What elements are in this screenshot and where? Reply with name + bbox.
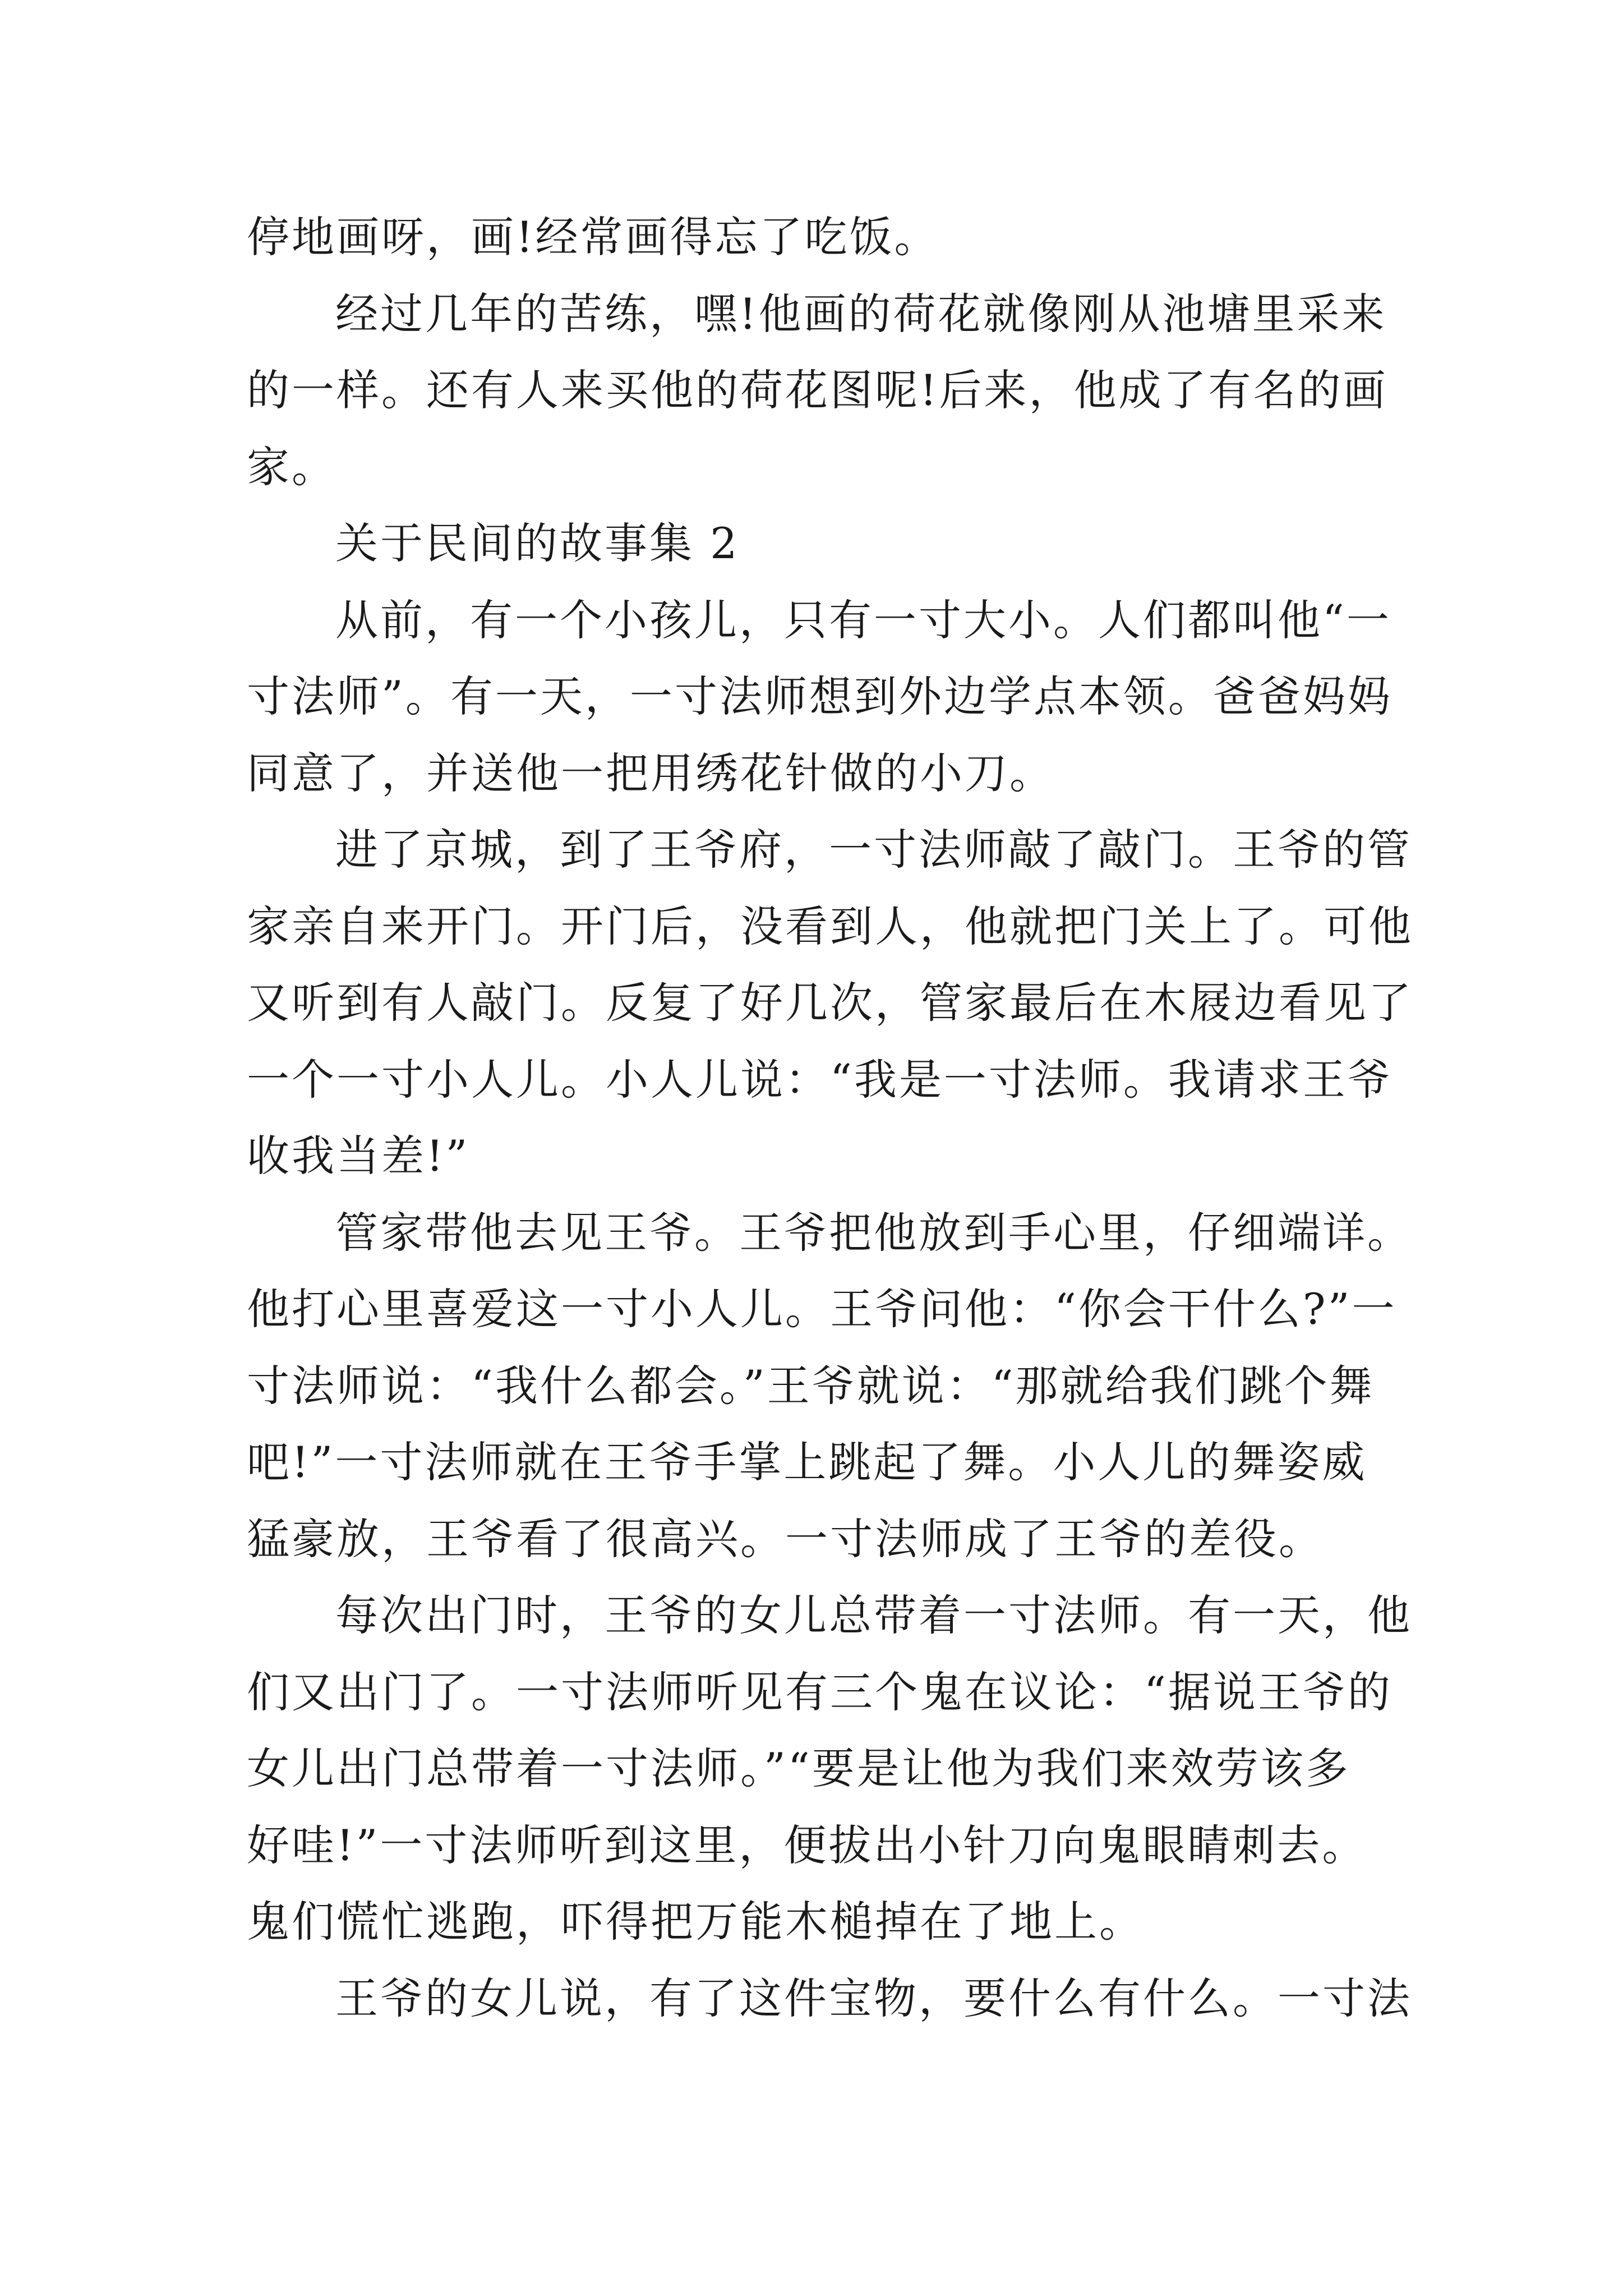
text-line: 他打心里喜爱这一寸小人儿。王爷问他：“你会干什么?”一 (247, 1284, 1397, 1334)
text-line: 吧!”一寸法师就在王爷手掌上跳起了舞。小人儿的舞姿威 (247, 1437, 1367, 1487)
text-line: 停地画呀，画!经常画得忘了吃饭。 (247, 212, 939, 262)
text-line: 一个一寸小人儿。小人儿说：“我是一寸法师。我请求王爷 (247, 1054, 1393, 1105)
text-line: 同意了，并送他一把用绣花针做的小刀。 (247, 748, 1054, 798)
text-line: 王爷的女儿说，有了这件宝物，要什么有什么。一寸法 (335, 1973, 1412, 2023)
text-line: 寸法师说：“我什么都会。”王爷就说：“那就给我们跳个舞 (247, 1360, 1375, 1411)
text-line: 又听到有人敲门。反复了好几次，管家最后在木屐边看见了 (247, 978, 1413, 1028)
text-line: 女儿出门总带着一寸法师。”“要是让他为我们来效劳该多 (247, 1743, 1350, 1793)
text-line: 鬼们慌忙逃跑，吓得把万能木槌掉在了地上。 (247, 1897, 1144, 1947)
document-body (247, 199, 1413, 2037)
text-line: 猛豪放，王爷看了很高兴。一寸法师成了王爷的差役。 (247, 1513, 1324, 1564)
text-line: 进了京城，到了王爷府，一寸法师敲了敲门。王爷的管 (335, 825, 1412, 875)
text-line: 管家带他去见王爷。王爷把他放到手心里，仔细端详。 (335, 1207, 1412, 1258)
text-line: 寸法师”。有一天，一寸法师想到外边学点本领。爸爸妈妈 (247, 671, 1393, 721)
text-line: 经过几年的苦练，嘿!他画的荷花就像刚从池塘里采来 (335, 288, 1387, 339)
section-heading: 关于民间的故事集 2 (335, 518, 740, 568)
text-line: 家。 (247, 441, 336, 492)
text-line: 家亲自来开门。开门后，没看到人，他就把门关上了。可他 (247, 901, 1413, 951)
text-line: 好哇!”一寸法师听到这里，便拔出小针刀向鬼眼睛刺去。 (247, 1820, 1367, 1870)
text-line: 每次出门时，王爷的女儿总带着一寸法师。有一天，他 (335, 1590, 1412, 1640)
text-line: 收我当差!” (247, 1131, 470, 1181)
text-line: 从前，有一个小孩儿，只有一寸大小。人们都叫他“一 (335, 595, 1391, 645)
text-line: 们又出门了。一寸法师听见有三个鬼在议论：“据说王爷的 (247, 1667, 1393, 1717)
text-line: 的一样。还有人来买他的荷花图呢!后来，他成了有名的画 (247, 365, 1388, 415)
